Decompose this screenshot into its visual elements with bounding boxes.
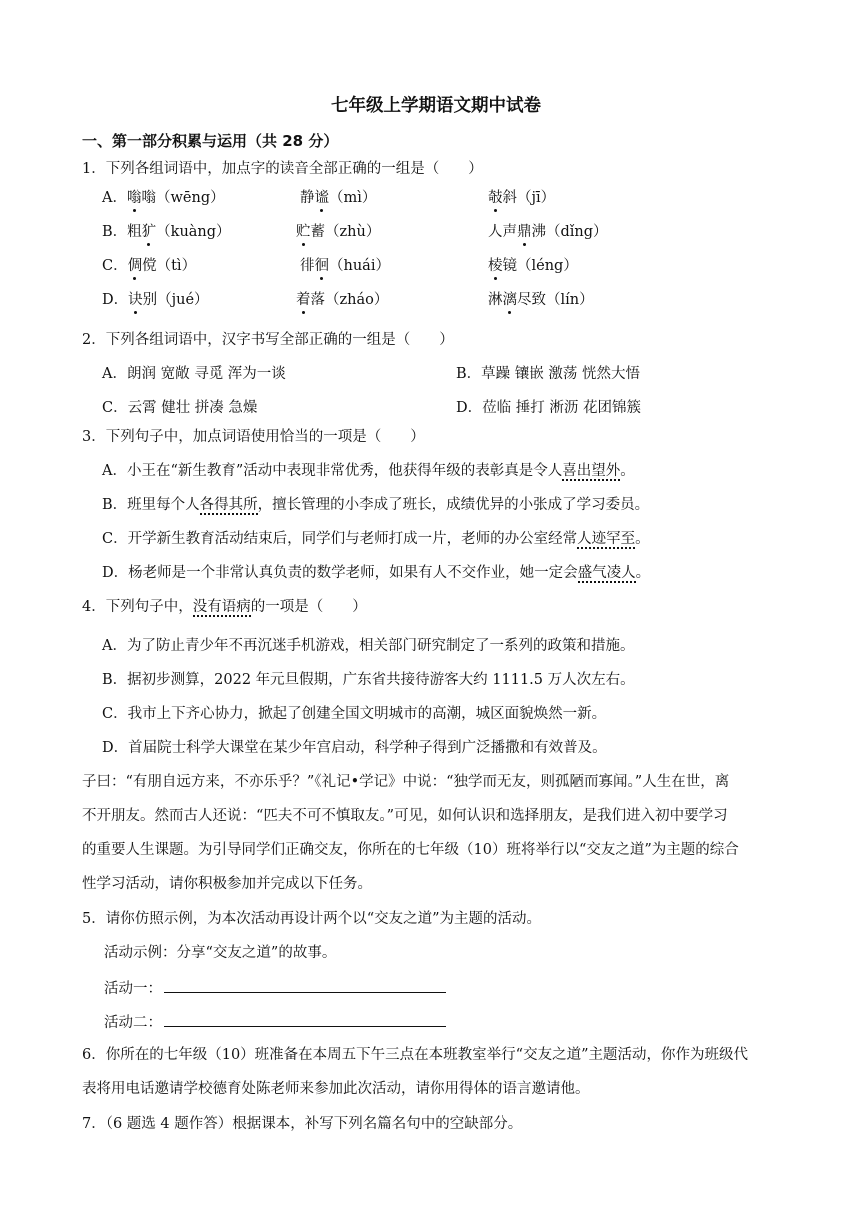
q2-option-d: D．莅临 捶打 淅沥 花团锦簇	[456, 400, 641, 416]
passage-line: 不开朋友。然而古人还说：“匹夫不可不慎取友。”可见，如何认识和选择朋友，是我们进入初中要学习	[82, 808, 728, 824]
answer-blank-2[interactable]	[164, 1012, 446, 1027]
question-7-stem: 7．（6 题选 4 题作答）根据课本，补写下列名篇名句中的空缺部分。	[82, 1116, 523, 1132]
text: （kuàng）	[156, 224, 231, 240]
q1-option-b-word2	[296, 223, 380, 241]
question-1-stem: 1．下列各组词语中，加点字的读音全部正确的一组是（ ）	[82, 161, 483, 177]
text: B．班里每个人	[102, 497, 200, 513]
dotted-char: 嗡	[126, 190, 142, 206]
text: 尽致（lín）	[517, 292, 594, 308]
q1-option-c	[102, 257, 196, 275]
dotted-char: 攲	[488, 190, 503, 206]
q1-option-c-word2	[300, 257, 390, 275]
text: D．杨老师是一个非常认真负责的数学老师，如果有人不交作业，她一定会	[102, 565, 578, 581]
text: 斜（jī）	[502, 190, 556, 206]
dotted-phrase: 各得其所	[199, 497, 258, 513]
text: 徘	[300, 258, 315, 274]
dotted-phrase: 人迹罕至	[577, 531, 636, 547]
q3-option-d	[102, 564, 650, 582]
q3-option-c	[102, 530, 650, 548]
text: 的一项是（ ）	[250, 599, 367, 615]
q1-option-d-word2	[296, 291, 388, 309]
text: 嗡（wēng）	[141, 190, 225, 206]
text: （huái）	[329, 258, 390, 274]
answer-blank-1[interactable]	[164, 978, 446, 993]
question-6-line: 6．你所在的七年级（10）班准备在本周五下午三点在本班教室举行“交友之道”主题活动，你作为班级代	[82, 1047, 748, 1063]
text: 别（jué）	[142, 292, 209, 308]
dotted-char: 棱	[488, 258, 503, 274]
passage-line: 的重要人生课题。为引导同学们正确交友，你所在的七年级（10）班将举行以“交友之道”为主题的综合	[82, 842, 739, 858]
option-label: B．	[102, 224, 128, 240]
dotted-char: 着	[296, 292, 311, 308]
passage-line: 性学习活动，请你积极参加并完成以下任务。	[82, 876, 372, 892]
text: 沸（dǐng）	[531, 224, 608, 240]
page-title: 七年级上学期语文期中试卷	[331, 96, 541, 116]
q3-option-a	[102, 462, 635, 480]
question-2-stem: 2．下列各组词语中，汉字书写全部正确的一组是（ ）	[82, 332, 454, 348]
text: 。	[635, 565, 651, 581]
dotted-char: 诀	[128, 292, 143, 308]
text: 傥（tì）	[142, 258, 197, 274]
q3-option-b	[102, 496, 649, 514]
text: C．开学新生教育活动结束后，同学们与老师打成一片，老师的办公室经常	[102, 531, 578, 547]
dotted-char: 徊	[314, 258, 329, 274]
text: 。	[620, 463, 635, 479]
q2-option-c: C．云霄 健壮 拼凑 急燥	[102, 400, 258, 416]
text: 镜（léng）	[502, 258, 578, 274]
option-label: C．	[102, 258, 128, 274]
dotted-char: 贮	[296, 224, 311, 240]
dotted-char: 漓	[502, 292, 517, 308]
q4-option-a: A．为了防止青少年不再沉迷手机游戏，相关部门研究制定了一系列的政策和措施。	[102, 638, 635, 654]
q1-option-c-word3	[488, 257, 578, 275]
text: 活动二：	[104, 1015, 162, 1031]
q4-option-c: C．我市上下齐心协力，掀起了创建全国文明城市的高潮，城区面貌焕然一新。	[102, 706, 607, 722]
q2-option-a: A．朗润 宽敞 寻觅 浑为一谈	[102, 366, 286, 382]
dotted-phrase: 没有语病	[192, 599, 251, 615]
text: 淋	[488, 292, 503, 308]
text: ，擅长管理的小李成了班长，成绩优异的小张成了学习委员。	[257, 497, 650, 513]
q1-option-b-word3	[488, 223, 608, 241]
q1-option-a-word2	[300, 189, 376, 207]
section-heading: 一、第一部分积累与运用（共 28 分）	[82, 132, 339, 150]
q1-option-a	[102, 189, 225, 207]
q1-option-a-word3	[488, 189, 555, 207]
text: 静	[300, 190, 315, 206]
question-3-stem: 3．下列句子中，加点词语使用恰当的一项是（ ）	[82, 429, 425, 445]
question-5-stem: 5．请你仿照示例，为本次活动再设计两个以“交友之道”为主题的活动。	[82, 911, 542, 927]
q5-example: 活动示例：分享“交友之道”的故事。	[104, 945, 337, 961]
q5-activity-1	[104, 978, 446, 998]
q5-activity-2	[104, 1012, 446, 1032]
text: 蓄（zhù）	[310, 224, 381, 240]
q4-option-d: D．首届院士科学大课堂在某少年宫启动，科学种子得到广泛播撒和有效普及。	[102, 740, 607, 756]
q2-option-b: B．草躁 镶嵌 激荡 恍然大悟	[456, 366, 640, 382]
dotted-char: 谧	[314, 190, 329, 206]
text: （mì）	[329, 190, 377, 206]
q1-option-b	[102, 223, 231, 241]
text: 粗	[127, 224, 142, 240]
q1-option-d	[102, 291, 209, 309]
q1-option-d-word3	[488, 291, 594, 309]
dotted-char: 倜	[127, 258, 143, 274]
dotted-char: 犷	[141, 224, 157, 240]
option-label: A．	[102, 190, 127, 206]
text: 活动一：	[104, 981, 162, 997]
option-label: D．	[102, 292, 129, 308]
question-6-line: 表将用电话邀请学校德育处陈老师来参加此次活动，请你用得体的语言邀请他。	[82, 1081, 590, 1097]
dotted-char: 鼎	[517, 224, 532, 240]
dotted-phrase: 盛气凌人	[577, 565, 636, 581]
passage-line: 子曰：“有朋自远方来，不亦乐乎？”《礼记•学记》中说：“独学而无友，则孤陋而寡闻。”人生在世，离	[82, 774, 730, 790]
text: 人声	[488, 224, 517, 240]
question-4-stem	[82, 598, 367, 616]
text: 4．下列句子中，	[82, 599, 193, 615]
q4-option-b: B．据初步测算，2022 年元旦假期，广东省共接待游客大约 1111.5 万人次左右。	[102, 672, 635, 688]
dotted-phrase: 喜出望外	[562, 463, 621, 479]
text: A．小王在“新生教育”活动中表现非常优秀，他获得年级的表彰真是令人	[102, 463, 563, 479]
text: 。	[635, 531, 650, 547]
text: 落（zháo）	[310, 292, 389, 308]
